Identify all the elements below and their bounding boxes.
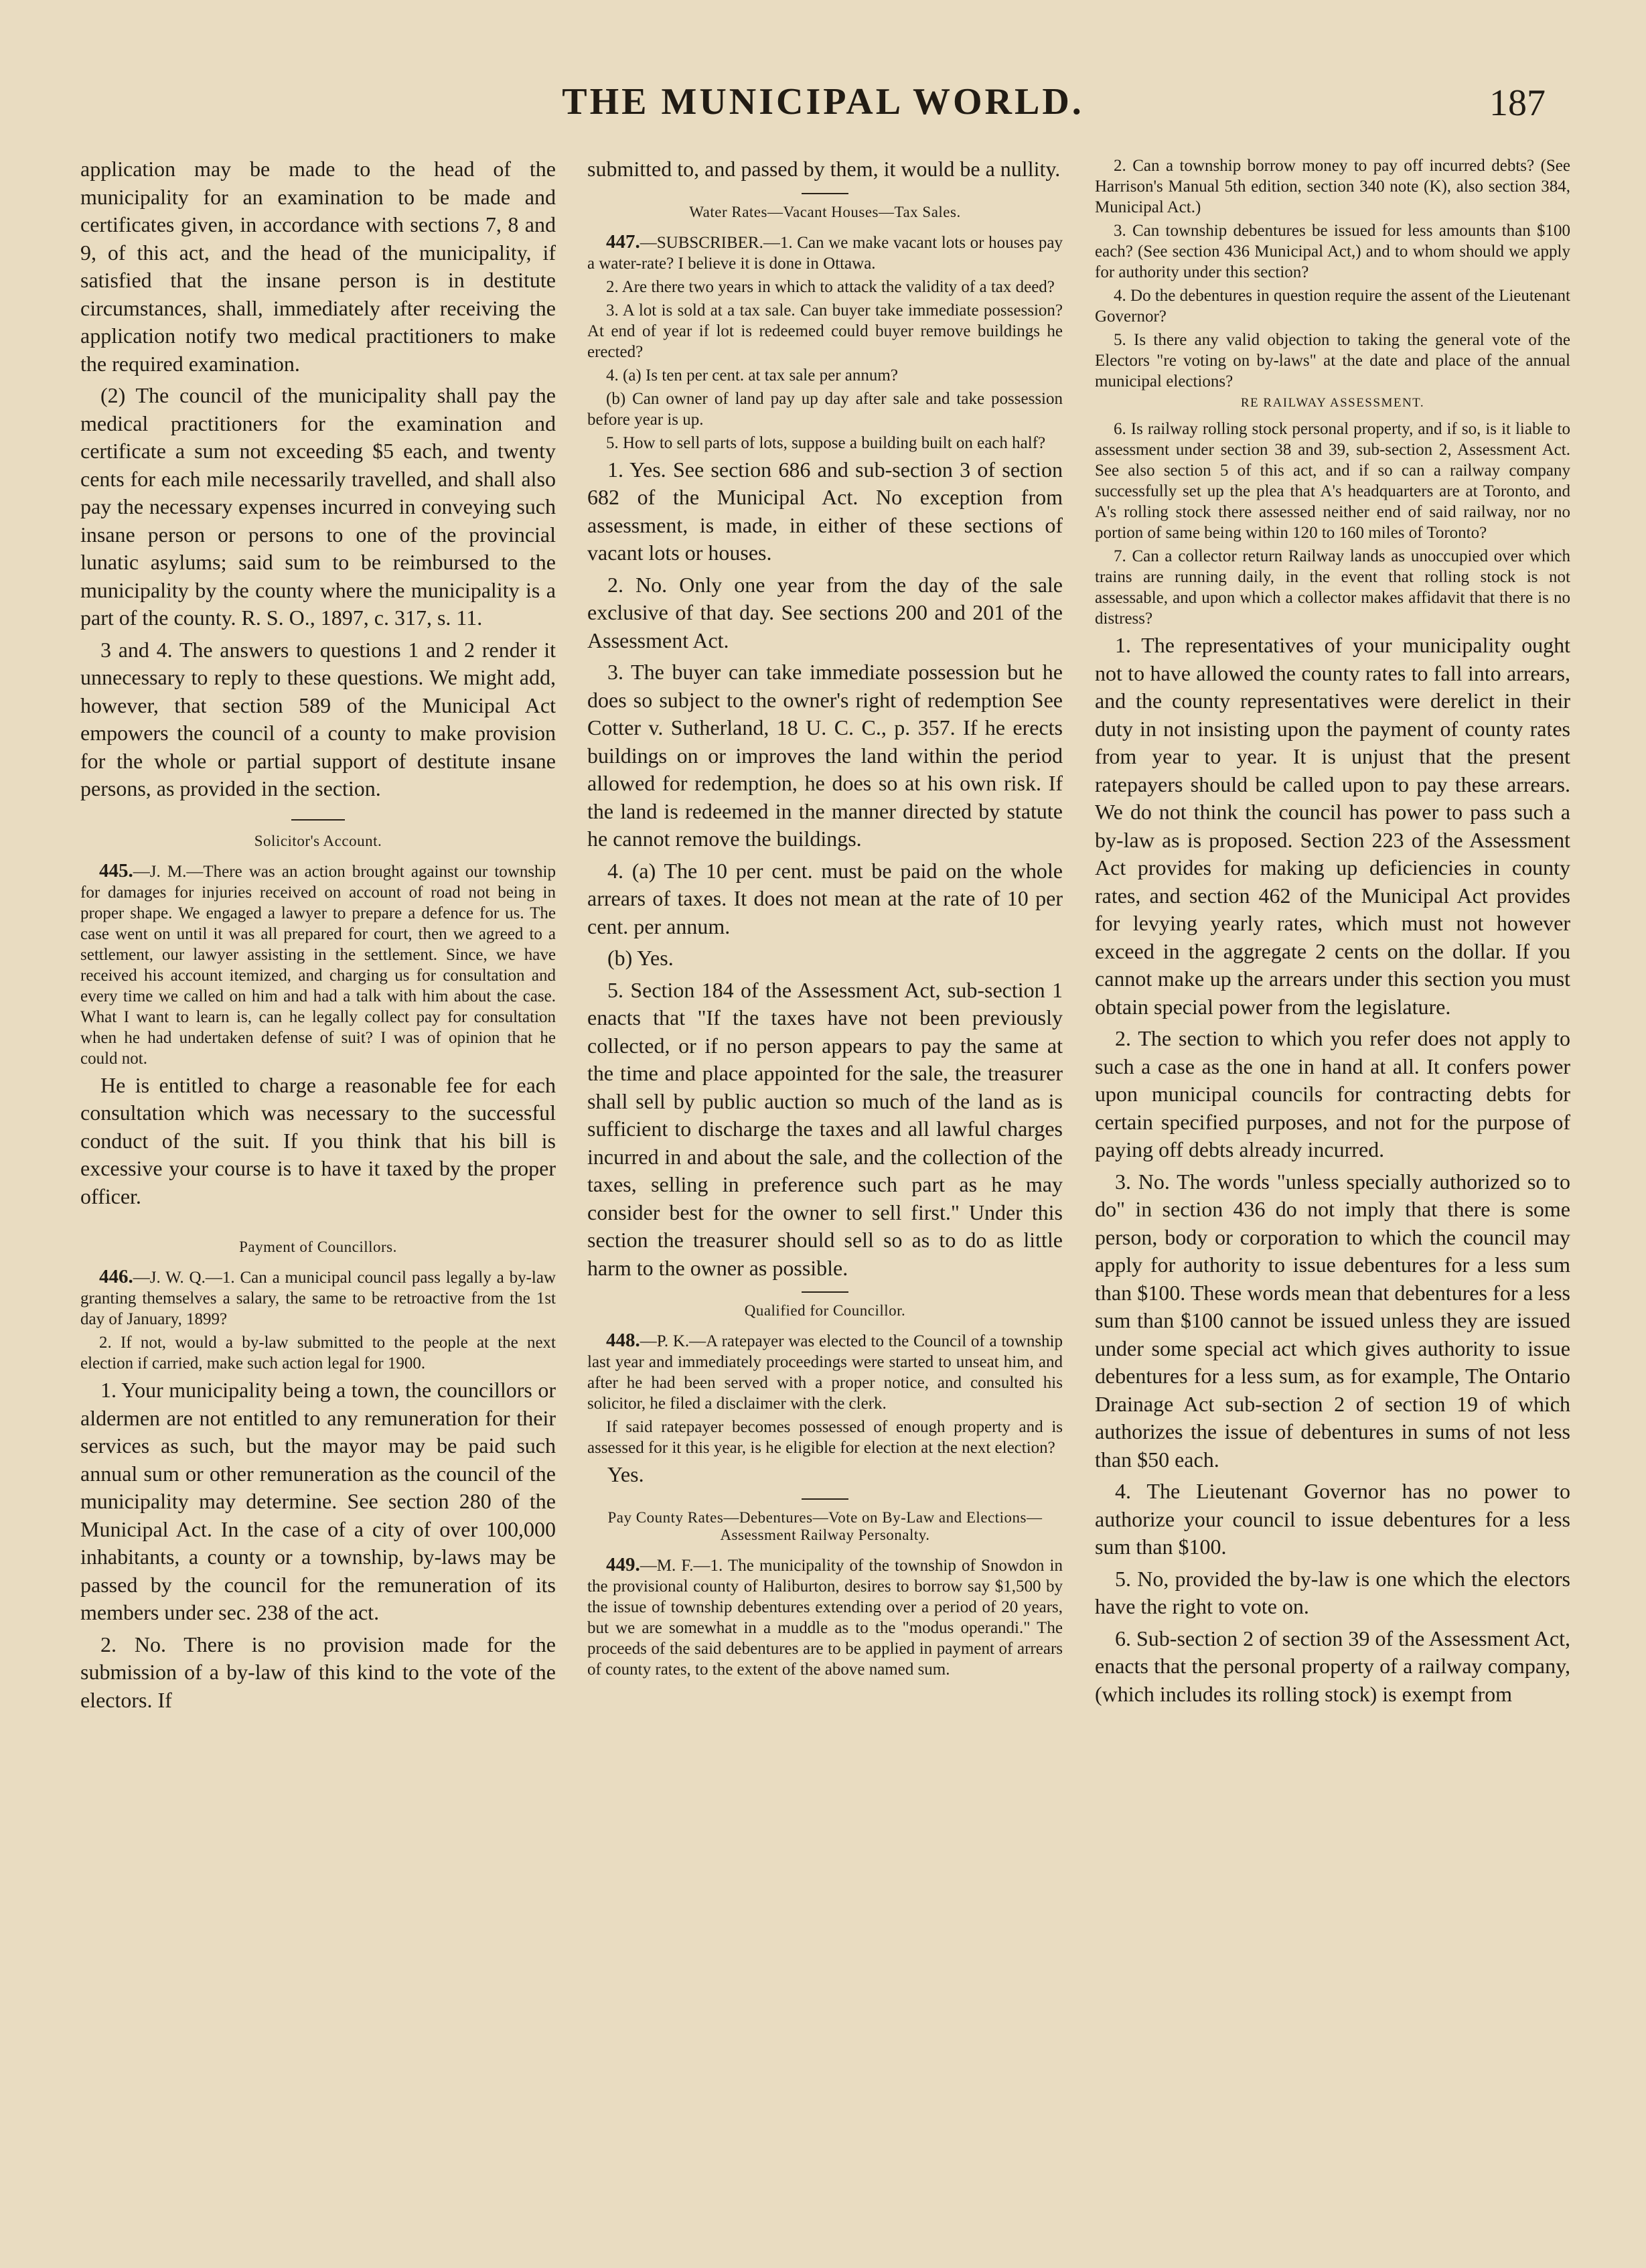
answer-paragraph: 3. No. The words "unless specially authorized so to do" in section 436 do not imply that there is some person, body or corporation to which the council may apply for authority to issue debentures for a less sum than $100. These words mean that debentures for a less sum than $100 cannot be issued unless they are issued under some special act which gives authority to issue debentures for a less sum, as for example, The Ontario Drainage Act sub-section 2 of section 19 of which authorizes the issue of debentures in sums of not less than $50 each. [1095, 1169, 1570, 1472]
answer-paragraph: 4. (a) The 10 per cent. must be paid on the whole arrears of taxes. It does not mean at the rate of 10 per cent. per annum. [587, 858, 1063, 938]
question-447 [587, 232, 1063, 274]
paragraph: (2) The council of the municipality shall pay the medical practitioners for the examination and certificate a sum not exceeding $5 each, and twenty cents for each mile necessarily travelled, and shall also pay the necessary expenses incurred in conveying such insane person or persons to one of the provincial lunatic asylums; said sum to be reimbursed to the municipality by the county where the municipality is a part of the county. R. S. O., 1897, c. 317, s. 11. [80, 383, 556, 630]
section-heading: Qualified for Councillor. [744, 1302, 906, 1319]
question-paragraph: If said ratepayer becomes possessed of enough property and is assessed for it this year, is he eligible for election at the next election? [587, 1418, 1063, 1457]
masthead-title: THE MUNICIPAL WORLD. [562, 81, 1084, 123]
answer-paragraph: Yes. [607, 1462, 644, 1486]
section-divider [802, 1498, 848, 1500]
answer-paragraph: 5. Section 184 of the Assessment Act, sub-section 1 enacts that "If the taxes have not been previously collected, or if no person appears to pay the same at the time and place appointed for the sale, the treasurer shall sell by public auction so much of the land as is sufficient to discharge the taxes and all lawful charges incurred in and about the sale, and the collection of the taxes, selling in preference such part as he may consider best for the owner to sell first." Under this section the treasurer should sell so as to do as little harm to the owner as possible. [587, 977, 1063, 1280]
page-header [0, 80, 1646, 141]
paragraph: 3 and 4. The answers to questions 1 and 2 render it unnecessary to reply to these questions. We might add, however, that section 589 of the Municipal Act empowers the council of a county to make provision for the whole or partial support of destitute insane persons, as provided in the section. [80, 637, 556, 800]
paragraph: submitted to, and passed by them, it would be a nullity. [587, 157, 1061, 181]
section-divider [291, 819, 345, 821]
question-paragraph: (b) Can owner of land pay up day after sale and take possession before year is up. [587, 389, 1063, 429]
question-445 [80, 861, 556, 1069]
answer-paragraph: 6. Sub-section 2 of section 39 of the Assessment Act, enacts that the personal property of a railway company, (which includes its rolling stock) is exempt from [1095, 1626, 1570, 1706]
column-right [1095, 155, 1570, 2218]
question-paragraph: 2. Are there two years in which to attack the validity of a tax deed? [606, 277, 1055, 296]
question-number: 445. [99, 859, 133, 881]
section-heading: Solicitor's Account. [254, 832, 382, 849]
question-text: —J. W. Q.—1. Can a municipal council pass legally a by-law granting themselves a salary, the same to be retroactive from the 1st day of January, 1899? [80, 1269, 556, 1328]
section-heading: Payment of Councillors. [239, 1238, 397, 1255]
answer-paragraph: 4. The Lieutenant Governor has no power to authorize your council to issue debentures for a less sum than $100. [1095, 1479, 1570, 1559]
question-paragraph: 7. Can a collector return Railway lands as unoccupied over which trains are running daily, in the event that rolling stock is not assessable, and upon which a collector makes affidavit that there is no distress? [1095, 547, 1570, 628]
paragraph: application may be made to the head of the municipality for an examination to be made and certificates given, in accordance with sections 7, 8 and 9, of this act, and the head of the municipality, if satisfied that the insane person is in destitute circumstances, shall, immediately after receiving the application notify two medical practitioners to make the required examination. [80, 157, 556, 376]
question-paragraph: 5. Is there any valid objection to taking the general vote of the Electors "re voting on by-laws" at the date and place of the annual municipal elections? [1095, 331, 1570, 391]
question-text: —P. K.—A ratepayer was elected to the Council of a township last year and immediately proceedings were started to unseat him, and after he had been served with a proper notice, and consulted his solicitor, he filed a disclaimer with the clerk. [587, 1332, 1063, 1413]
question-number: 448. [606, 1330, 640, 1351]
page-number: 187 [1489, 82, 1546, 124]
section-divider [802, 193, 848, 194]
answer-paragraph: 2. No. Only one year from the day of the sale exclusive of that day. See sections 200 and 201 of the Assessment Act. [587, 572, 1063, 652]
question-paragraph: 3. Can township debentures be issued for less amounts than $100 each? (See section 436 Municipal Act,) and to whom should we apply for authority under this section? [1095, 222, 1570, 281]
answer-paragraph: 1. Yes. See section 686 and sub-section 3 of section 682 of the Municipal Act. No exception from assessment, is made, in either of these sections of vacant lots or houses. [587, 457, 1063, 565]
column-middle [587, 155, 1063, 2218]
question-paragraph: 3. A lot is sold at a tax sale. Can buyer take immediate possession? At end of year if lot is redeemed could buyer remove buildings he erected? [587, 301, 1063, 361]
section-heading: RE RAILWAY ASSESSMENT. [1240, 396, 1425, 410]
answer-paragraph: 1. The representatives of your municipality ought not to have allowed the county rates to fall into arrears, and the county representatives were derelict in their duty in not insisting upon the payment of county rates from year to year. It is unjust that the present ratepayers should be called upon to pay these arrears. We do not think the council has power to pass such a by-law as is proposed. Section 223 of the Assessment Act provides for making up deficiencies in county rates, and section 462 of the Municipal Act provides for levying yearly rates, which must not however exceed in the aggregate 2 cents on the dollar. If you cannot make up the arrears under this section you must obtain special power from the legislature. [1095, 633, 1570, 1019]
column-left [80, 155, 556, 2218]
spacer [80, 1214, 556, 1229]
question-text: —M. F.—1. The municipality of the township of Snowdon in the provisional county of Haliburton, desires to borrow say $1,500 by the issue of township debentures extending over a period of 20 years, but we are somewhat in a muddle as to the "modus operandi." The proceeds of the said debentures are to be applied in payment of arrears of county rates, to the extent of the above named sum. [587, 1556, 1063, 1679]
question-text: —J. M.—There was an action brought against our township for damages for injuries received on account of road not being in proper shape. We engaged a lawyer to prepare a defence for us. The case went on until it was all prepared for court, then we agreed to a settlement, our lawyer assisting in the settlement. Since, we have received his account itemized, and charging us for consultation and every time we called on him and had a talk with him about the case. What I want to learn is, can he legally collect pay for consultation when he had undertaken defense of suit? I was of opinion that he could not. [80, 862, 556, 1068]
question-448 [587, 1330, 1063, 1414]
question-paragraph: 4. (a) Is ten per cent. at tax sale per annum? [606, 366, 898, 384]
section-divider [802, 1291, 848, 1293]
question-paragraph: 5. How to sell parts of lots, suppose a building built on each half? [606, 433, 1046, 452]
answer-paragraph: (b) Yes. [607, 946, 674, 970]
question-paragraph: 2. If not, would a by-law submitted to the people at the next election if carried, make such action legal for 1900. [80, 1334, 556, 1372]
question-446 [80, 1267, 556, 1330]
section-heading: Pay County Rates—Debentures—Vote on By-Law and Elections—Assessment Railway Personalty. [607, 1508, 1043, 1543]
question-number: 449. [606, 1553, 640, 1575]
question-paragraph: 2. Can a township borrow money to pay off incurred debts? (See Harrison's Manual 5th edition, section 340 note (K), also section 384, Municipal Act.) [1095, 157, 1570, 216]
answer-paragraph: 2. No. There is no provision made for the submission of a by-law of this kind to the vote of the electors. If [80, 1632, 556, 1712]
section-heading: Water Rates—Vacant Houses—Tax Sales. [689, 203, 961, 220]
answer-paragraph: 5. No, provided the by-law is one which the electors have the right to vote on. [1095, 1566, 1570, 1618]
answer-paragraph: He is entitled to charge a reasonable fee for each consultation which was necessary to the successful conduct of the suit. If you think that his bill is excessive your course is to have it taxed by the proper officer. [80, 1072, 556, 1208]
answer-paragraph: 1. Your municipality being a town, the councillors or aldermen are not entitled to any remuneration for their services as such, but the mayor may be paid such annual sum or other remuneration as the council of the municipality may determine. See section 280 of the Municipal Act. In the case of a city of over 100,000 inhabitants, a county or a township, by-laws may be passed by the council for the remuneration of its members under sec. 238 of the act. [80, 1378, 556, 1624]
question-number: 446. [99, 1266, 133, 1287]
question-paragraph: 6. Is railway rolling stock personal property, and if so, is it liable to assessment under section 38 and 39, sub-section 2, Assessment Act. See also section 5 of this act, and if so can a railway company successfully set up the plea that A's headquarters are at Toronto, and A's rolling stock there assessed neither end of said railway, nor no portion of same being within 120 to 160 miles of Toronto? [1095, 420, 1570, 542]
question-449 [587, 1555, 1063, 1680]
question-number: 447. [606, 230, 640, 253]
answer-paragraph: 2. The section to which you refer does not apply to such a case as the one in hand at all. It confers power upon municipal councils for contracting debts for certain specified purposes, and not for the purpose of paying off debts already incurred. [1095, 1026, 1570, 1161]
answer-paragraph: 3. The buyer can take immediate possession but he does so subject to the owner's right of redemption See Cotter v. Sutherland, 18 U. C. C., p. 357. If he erects buildings on or improves the land within the period allowed for redemption, he does so at his own risk. If the land is redeemed in the manner directed by statute he cannot remove the buildings. [587, 660, 1063, 851]
question-text: —SUBSCRIBER.—1. Can we make vacant lots or houses pay a water-rate? I believe it is done in Ottawa. [587, 233, 1063, 273]
question-paragraph: 4. Do the debentures in question require the assent of the Lieutenant Governor? [1095, 287, 1570, 326]
